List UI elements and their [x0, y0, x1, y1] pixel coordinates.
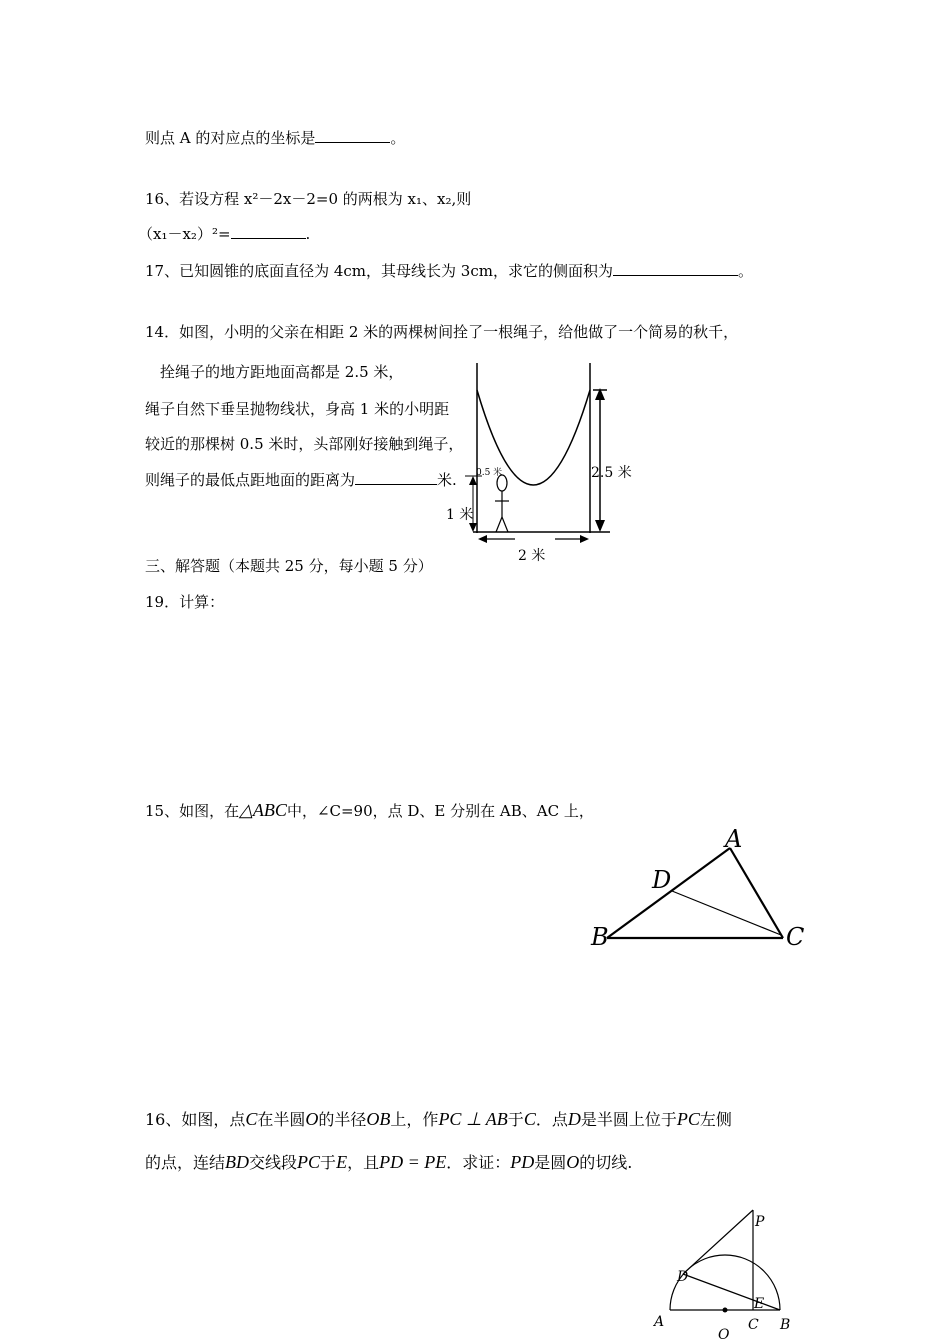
- q14-line3: 绳子自然下垂呈抛物线状，身高 1 米的小明距: [145, 400, 450, 418]
- semicircle-figure: [650, 1205, 810, 1344]
- answer-blank[interactable]: [231, 224, 306, 239]
- answer-blank[interactable]: [355, 470, 437, 485]
- arrow-head-right: [580, 535, 589, 543]
- q14-line2: 拴绳子的地方距地面高都是 2.5 米，: [160, 363, 404, 381]
- answer-blank[interactable]: [613, 261, 738, 276]
- punctuation: .: [305, 225, 311, 243]
- math-e: E: [336, 1152, 348, 1172]
- segment-dc: [672, 891, 781, 935]
- point-e-label: E: [754, 1296, 765, 1312]
- q16a-line2: [138, 224, 310, 244]
- math-o: O: [305, 1109, 319, 1129]
- q15-line: [145, 800, 594, 821]
- segment-pd: [683, 1210, 753, 1274]
- text-fragment: ，且: [347, 1153, 380, 1172]
- segment-db: [683, 1274, 780, 1310]
- text-fragment: 于: [507, 1110, 524, 1129]
- point-a-label: A: [654, 1314, 665, 1330]
- unit-text: 米.: [437, 471, 457, 489]
- math-ob: OB: [366, 1109, 391, 1129]
- q15-suffix: 中，∠C=90，点 D、E 分别在 AB、AC 上，: [286, 802, 594, 820]
- swing-figure: [440, 355, 640, 570]
- vertex-c-label: C: [786, 923, 805, 951]
- text-fragment: 是半圆上位于: [580, 1110, 677, 1129]
- q15-prefix: 15、如图，在: [145, 802, 240, 820]
- math-pc: PC: [297, 1152, 321, 1172]
- text-fragment: 的点，连结: [145, 1153, 226, 1172]
- text-fragment: 是圆: [534, 1153, 567, 1172]
- text-fragment: 16、如图，点: [145, 1110, 246, 1129]
- q14-text: 则绳子的最低点距地面的距离为: [145, 471, 356, 489]
- q14-line4: 较近的那棵树 0.5 米时，头部刚好接触到绳子，: [145, 435, 464, 453]
- punctuation: 。: [737, 262, 753, 280]
- label-height: 2.5 米: [591, 465, 632, 481]
- q16a-line1: 16、若设方程 x²－2x－2=0 的两根为 x₁、x₂,则: [145, 190, 472, 208]
- text-fragment: 交线段: [249, 1153, 298, 1172]
- text-fragment: 的半径: [318, 1110, 367, 1129]
- math-pc: PC: [676, 1109, 700, 1129]
- label-offset: 0.5 米: [476, 468, 503, 478]
- math-bd: BD: [225, 1152, 250, 1172]
- arrow-head-left: [478, 535, 487, 543]
- answer-blank[interactable]: [315, 128, 390, 143]
- math-pd: PD: [510, 1152, 535, 1172]
- text-fragment: 的切线.: [579, 1153, 633, 1172]
- text-fragment: ．点: [535, 1110, 568, 1129]
- question-text: 则点 A 的对应点的坐标是: [145, 129, 316, 147]
- person-right-leg: [502, 517, 508, 532]
- center-point-o: [723, 1308, 728, 1313]
- text-fragment: 左侧: [699, 1110, 732, 1129]
- point-d-label: D: [652, 866, 672, 894]
- text-fragment: 上，作: [390, 1110, 439, 1129]
- person-left-leg: [496, 517, 502, 532]
- point-c-label: C: [748, 1317, 759, 1333]
- point-o-label: O: [718, 1327, 730, 1343]
- arrow-head-down-small: [469, 523, 477, 532]
- punctuation: 。: [390, 129, 406, 147]
- point-b-label: B: [780, 1317, 791, 1333]
- point-d-label: D: [677, 1269, 689, 1285]
- arrow-head-down: [595, 520, 605, 532]
- q14-line1: 14．如图，小明的父亲在相距 2 米的两棵树间拴了一根绳子，给他做了一个简易的秋千，: [145, 323, 739, 341]
- q19-text: 19．计算：: [145, 593, 225, 611]
- q17-text: 17、已知圆锥的底面直径为 4cm，其母线长为 3cm，求它的侧面积为: [145, 262, 613, 280]
- math-c: C: [523, 1109, 536, 1129]
- math-perp: PC ⊥ AB: [438, 1109, 508, 1129]
- point-p-label: P: [755, 1214, 765, 1230]
- triangle-symbol: △ABC: [239, 800, 287, 820]
- q14-line5: [145, 470, 457, 490]
- label-person: 1 米: [446, 507, 474, 523]
- q16b-line1: [145, 1109, 732, 1130]
- q17-line: [145, 261, 753, 281]
- section-title: 三、解答题（本题共 25 分，每小题 5 分）: [145, 557, 433, 575]
- math-o: O: [566, 1152, 580, 1172]
- triangle-figure: [585, 825, 815, 955]
- question-tail-line: [145, 128, 405, 148]
- math-equation: PD = PE: [379, 1152, 447, 1172]
- label-width: 2 米: [518, 548, 546, 564]
- text-fragment: 于: [320, 1153, 337, 1172]
- text-fragment: 在半圆: [257, 1110, 306, 1129]
- math-c: C: [245, 1109, 258, 1129]
- vertex-a-label: A: [725, 825, 743, 853]
- vertex-b-label: B: [591, 923, 609, 951]
- q16a-expression: （x₁－x₂）²=: [138, 225, 231, 243]
- q16b-line2: [145, 1152, 632, 1173]
- text-fragment: ．求证：: [446, 1153, 511, 1172]
- math-d: D: [567, 1109, 581, 1129]
